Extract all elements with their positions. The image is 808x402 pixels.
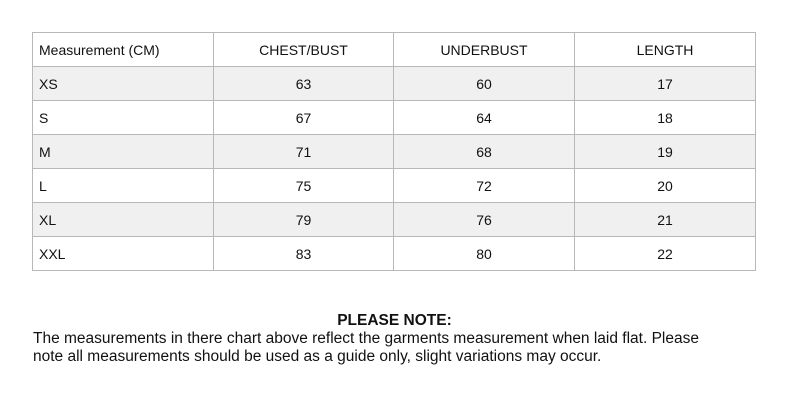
length-value: 20 — [575, 169, 756, 203]
chest-value: 79 — [214, 203, 394, 237]
length-value: 22 — [575, 237, 756, 271]
table-row — [33, 67, 756, 101]
underbust-value: 76 — [394, 203, 575, 237]
length-value: 21 — [575, 203, 756, 237]
size-label: L — [33, 169, 214, 203]
chest-value: 63 — [214, 67, 394, 101]
chest-value: 67 — [214, 101, 394, 135]
table-header-row — [33, 33, 756, 67]
header-length: LENGTH — [575, 33, 756, 67]
header-chest-bust: CHEST/BUST — [214, 33, 394, 67]
note-line-1: The measurements in there chart above reflect the garments measurement when laid flat. Please — [33, 330, 699, 347]
size-label: XL — [33, 203, 214, 237]
underbust-value: 72 — [394, 169, 575, 203]
length-value: 18 — [575, 101, 756, 135]
size-label: S — [33, 101, 214, 135]
header-underbust: UNDERBUST — [394, 33, 575, 67]
underbust-value: 64 — [394, 101, 575, 135]
underbust-value: 80 — [394, 237, 575, 271]
note-line-2: note all measurements should be used as a guide only, slight variations may occur. — [33, 348, 602, 365]
note-title: PLEASE NOTE: — [337, 312, 452, 329]
underbust-value: 68 — [394, 135, 575, 169]
size-label: XS — [33, 67, 214, 101]
chest-value: 83 — [214, 237, 394, 271]
size-chart-table — [32, 32, 756, 271]
length-value: 19 — [575, 135, 756, 169]
table-row — [33, 203, 756, 237]
header-measurement: Measurement (CM) — [33, 33, 214, 67]
table-row — [33, 135, 756, 169]
measurement-note — [33, 312, 773, 366]
size-label: XXL — [33, 237, 214, 271]
length-value: 17 — [575, 67, 756, 101]
chest-value: 71 — [214, 135, 394, 169]
table-row — [33, 237, 756, 271]
underbust-value: 60 — [394, 67, 575, 101]
table-row — [33, 169, 756, 203]
size-label: M — [33, 135, 214, 169]
table-row — [33, 101, 756, 135]
chest-value: 75 — [214, 169, 394, 203]
